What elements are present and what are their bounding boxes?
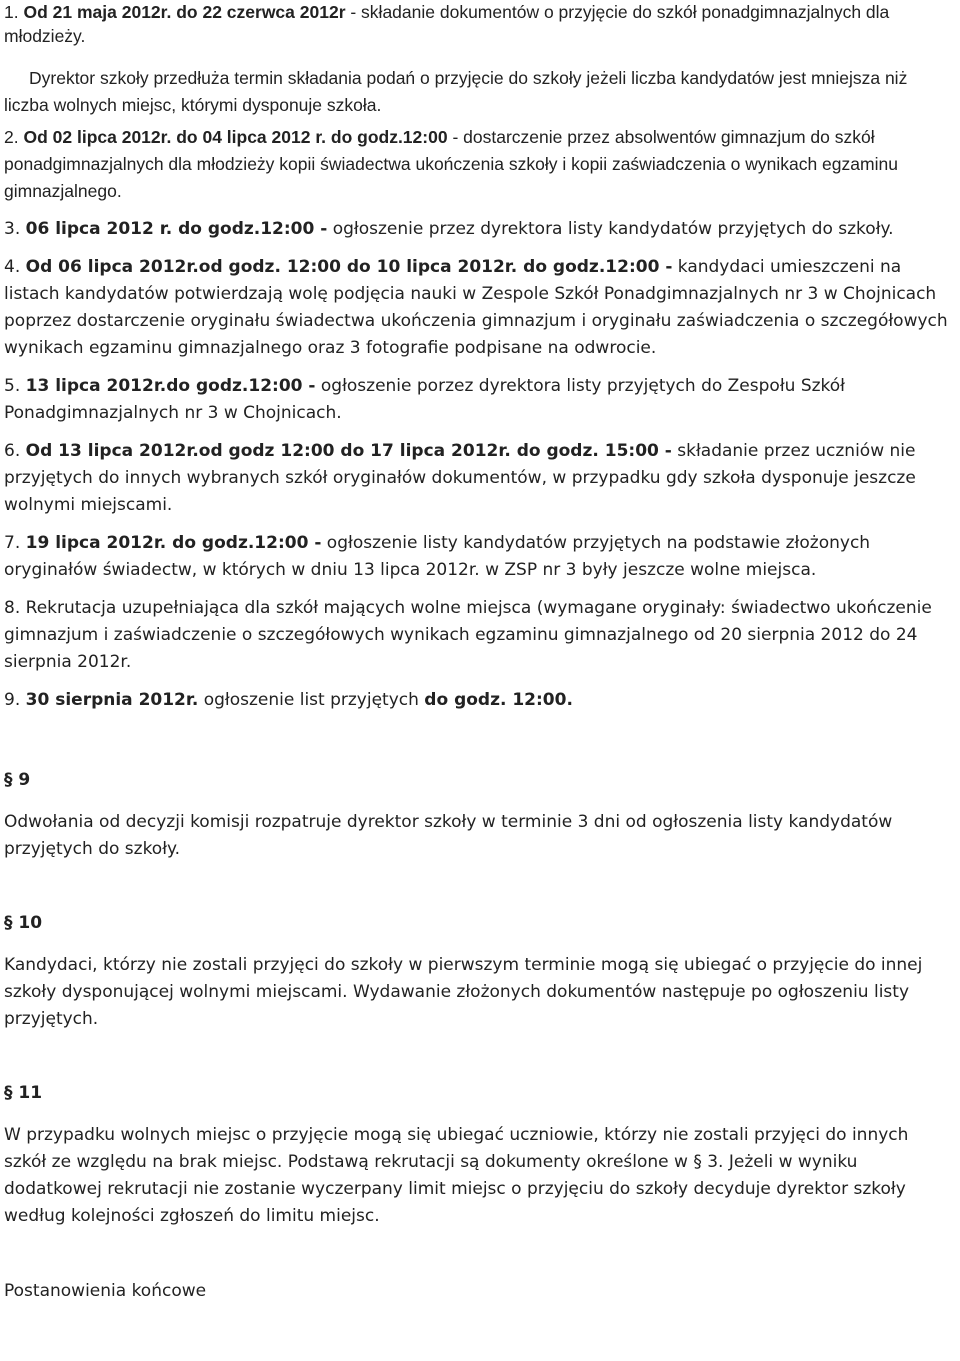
item-description: kandydaci umieszczeni na listach kandydatów potwierdzają wolę podjęcia nauki w Zespole Szkół Ponadgimnazjalnych nr 3 w Chojnicach poprzez dostarczenie oryginału świadectwa ukończenia gimnazjum i oryginału zaświadczenia o szczegółowych wynikach egzaminu gimnazjalnego oraz 3 fotografie podpisane na odwrocie.	[4, 257, 948, 358]
item-description: - składanie dokumentów o przyjęcie do szkół ponadgimnazjalnych dla młodzieży.	[4, 2, 890, 46]
item-number: 3.	[4, 219, 21, 239]
item-description: składanie przez uczniów nie przyjętych do innych wybranych szkół oryginałów dokumentów, w przypadku gdy szkoła dysponuje jeszcze wolnymi miejscami.	[4, 441, 916, 515]
schedule-item-4	[4, 254, 956, 362]
document-page	[4, 0, 956, 1305]
item-date-range: Od 21 maja 2012r. do 22 czerwca 2012r	[23, 2, 346, 22]
final-provisions-heading: Postanowienia końcowe	[4, 1281, 207, 1301]
schedule-item-1	[4, 0, 956, 48]
note-text: Dyrektor szkoły przedłuża termin składania podań o przyjęcie do szkoły jeżeli liczba kandydatów jest mniejsza niż liczba wolnych miejsc, którymi dysponuje szkoła.	[4, 68, 908, 115]
item-number: 2.	[4, 127, 19, 147]
section-heading-10: § 10	[4, 913, 43, 933]
item-date-range: 30 sierpnia 2012r.	[25, 690, 199, 710]
item-description: ogłoszenie porzez dyrektora listy przyjętych do Zespołu Szkół Ponadgimnazjalnych nr 3 w Chojnicach.	[4, 376, 846, 423]
item-description: ogłoszenie list przyjętych	[198, 690, 425, 710]
schedule-item-8	[4, 595, 956, 676]
schedule-item-3	[4, 216, 956, 243]
schedule-item-2	[4, 124, 956, 205]
section-text-9: Odwołania od decyzji komisji rozpatruje dyrektor szkoły w terminie 3 dni od ogłoszenia listy kandydatów przyjętych do szkoły.	[4, 812, 893, 859]
item-number: 7.	[4, 533, 21, 553]
section-heading-11: § 11	[4, 1083, 43, 1103]
schedule-note	[4, 65, 956, 119]
item-date-range: Od 13 lipca 2012r.od godz 12:00 do 17 lipca 2012r. do godz. 15:00 -	[25, 441, 672, 461]
item-number: 8.	[4, 598, 21, 618]
item-date-range: 19 lipca 2012r. do godz.12:00 -	[25, 533, 322, 553]
item-number: 4.	[4, 257, 21, 277]
item-description: Rekrutacja uzupełniająca dla szkół mających wolne miejsca (wymagane oryginały: świadectwo ukończenie gimnazjum i zaświadczenie o szczegółowych wynikach egzaminu gimnazjalnego od 20 sierpnia 2012 do 24 sierpnia 2012r.	[4, 598, 932, 672]
section-text-11: W przypadku wolnych miejsc o przyjęcie mogą się ubiegać uczniowie, którzy nie zostali przyjęci do innych szkół ze względu na brak miejsc. Podstawą rekrutacji są dokumenty określone w § 3. Jeżeli w wyniku dodatkowej rekrutacji nie zostanie wyczerpany limit miejsc o przyjęciu do szkoły decyduje dyrektor szkoły według kolejności zgłoszeń do limitu miejsc.	[4, 1125, 909, 1226]
item-deadline: do godz. 12:00.	[424, 690, 573, 710]
item-description: ogłoszenie listy kandydatów przyjętych na podstawie złożonych oryginałów świadectw, w których w dniu 13 lipca 2012r. w ZSP nr 3 były jeszcze wolne miejsca.	[4, 533, 871, 580]
item-number: 9.	[4, 690, 21, 710]
section-text-10: Kandydaci, którzy nie zostali przyjęci do szkoły w pierwszym terminie mogą się ubiegać o przyjęcie do innej szkoły dysponującej wolnymi miejscami. Wydawanie złożonych dokumentów następuje po ogłoszeniu listy przyjętych.	[4, 955, 923, 1029]
schedule-item-7	[4, 530, 956, 584]
schedule-item-9	[4, 687, 956, 714]
item-description: ogłoszenie przez dyrektora listy kandydatów przyjętych do szkoły.	[327, 219, 894, 239]
item-number: 5.	[4, 376, 21, 396]
section-heading-9: § 9	[4, 770, 31, 790]
item-description: - dostarczenie przez absolwentów gimnazjum do szkół ponadgimnazjalnych dla młodzieży kopii świadectwa ukończenia szkoły i kopii zaświadczenia o wynikach egzaminu gimnazjalnego.	[4, 127, 898, 201]
item-date-range: 06 lipca 2012 r. do godz.12:00 -	[25, 219, 328, 239]
item-number: 1.	[4, 2, 19, 22]
item-date-range: Od 06 lipca 2012r.od godz. 12:00 do 10 lipca 2012r. do godz.12:00 -	[25, 257, 673, 277]
item-date-range: 13 lipca 2012r.do godz.12:00 -	[25, 376, 316, 396]
schedule-item-6	[4, 438, 956, 519]
item-number: 6.	[4, 441, 21, 461]
schedule-item-5	[4, 373, 956, 427]
item-date-range: Od 02 lipca 2012r. do 04 lipca 2012 r. do godz.12:00	[23, 127, 448, 147]
